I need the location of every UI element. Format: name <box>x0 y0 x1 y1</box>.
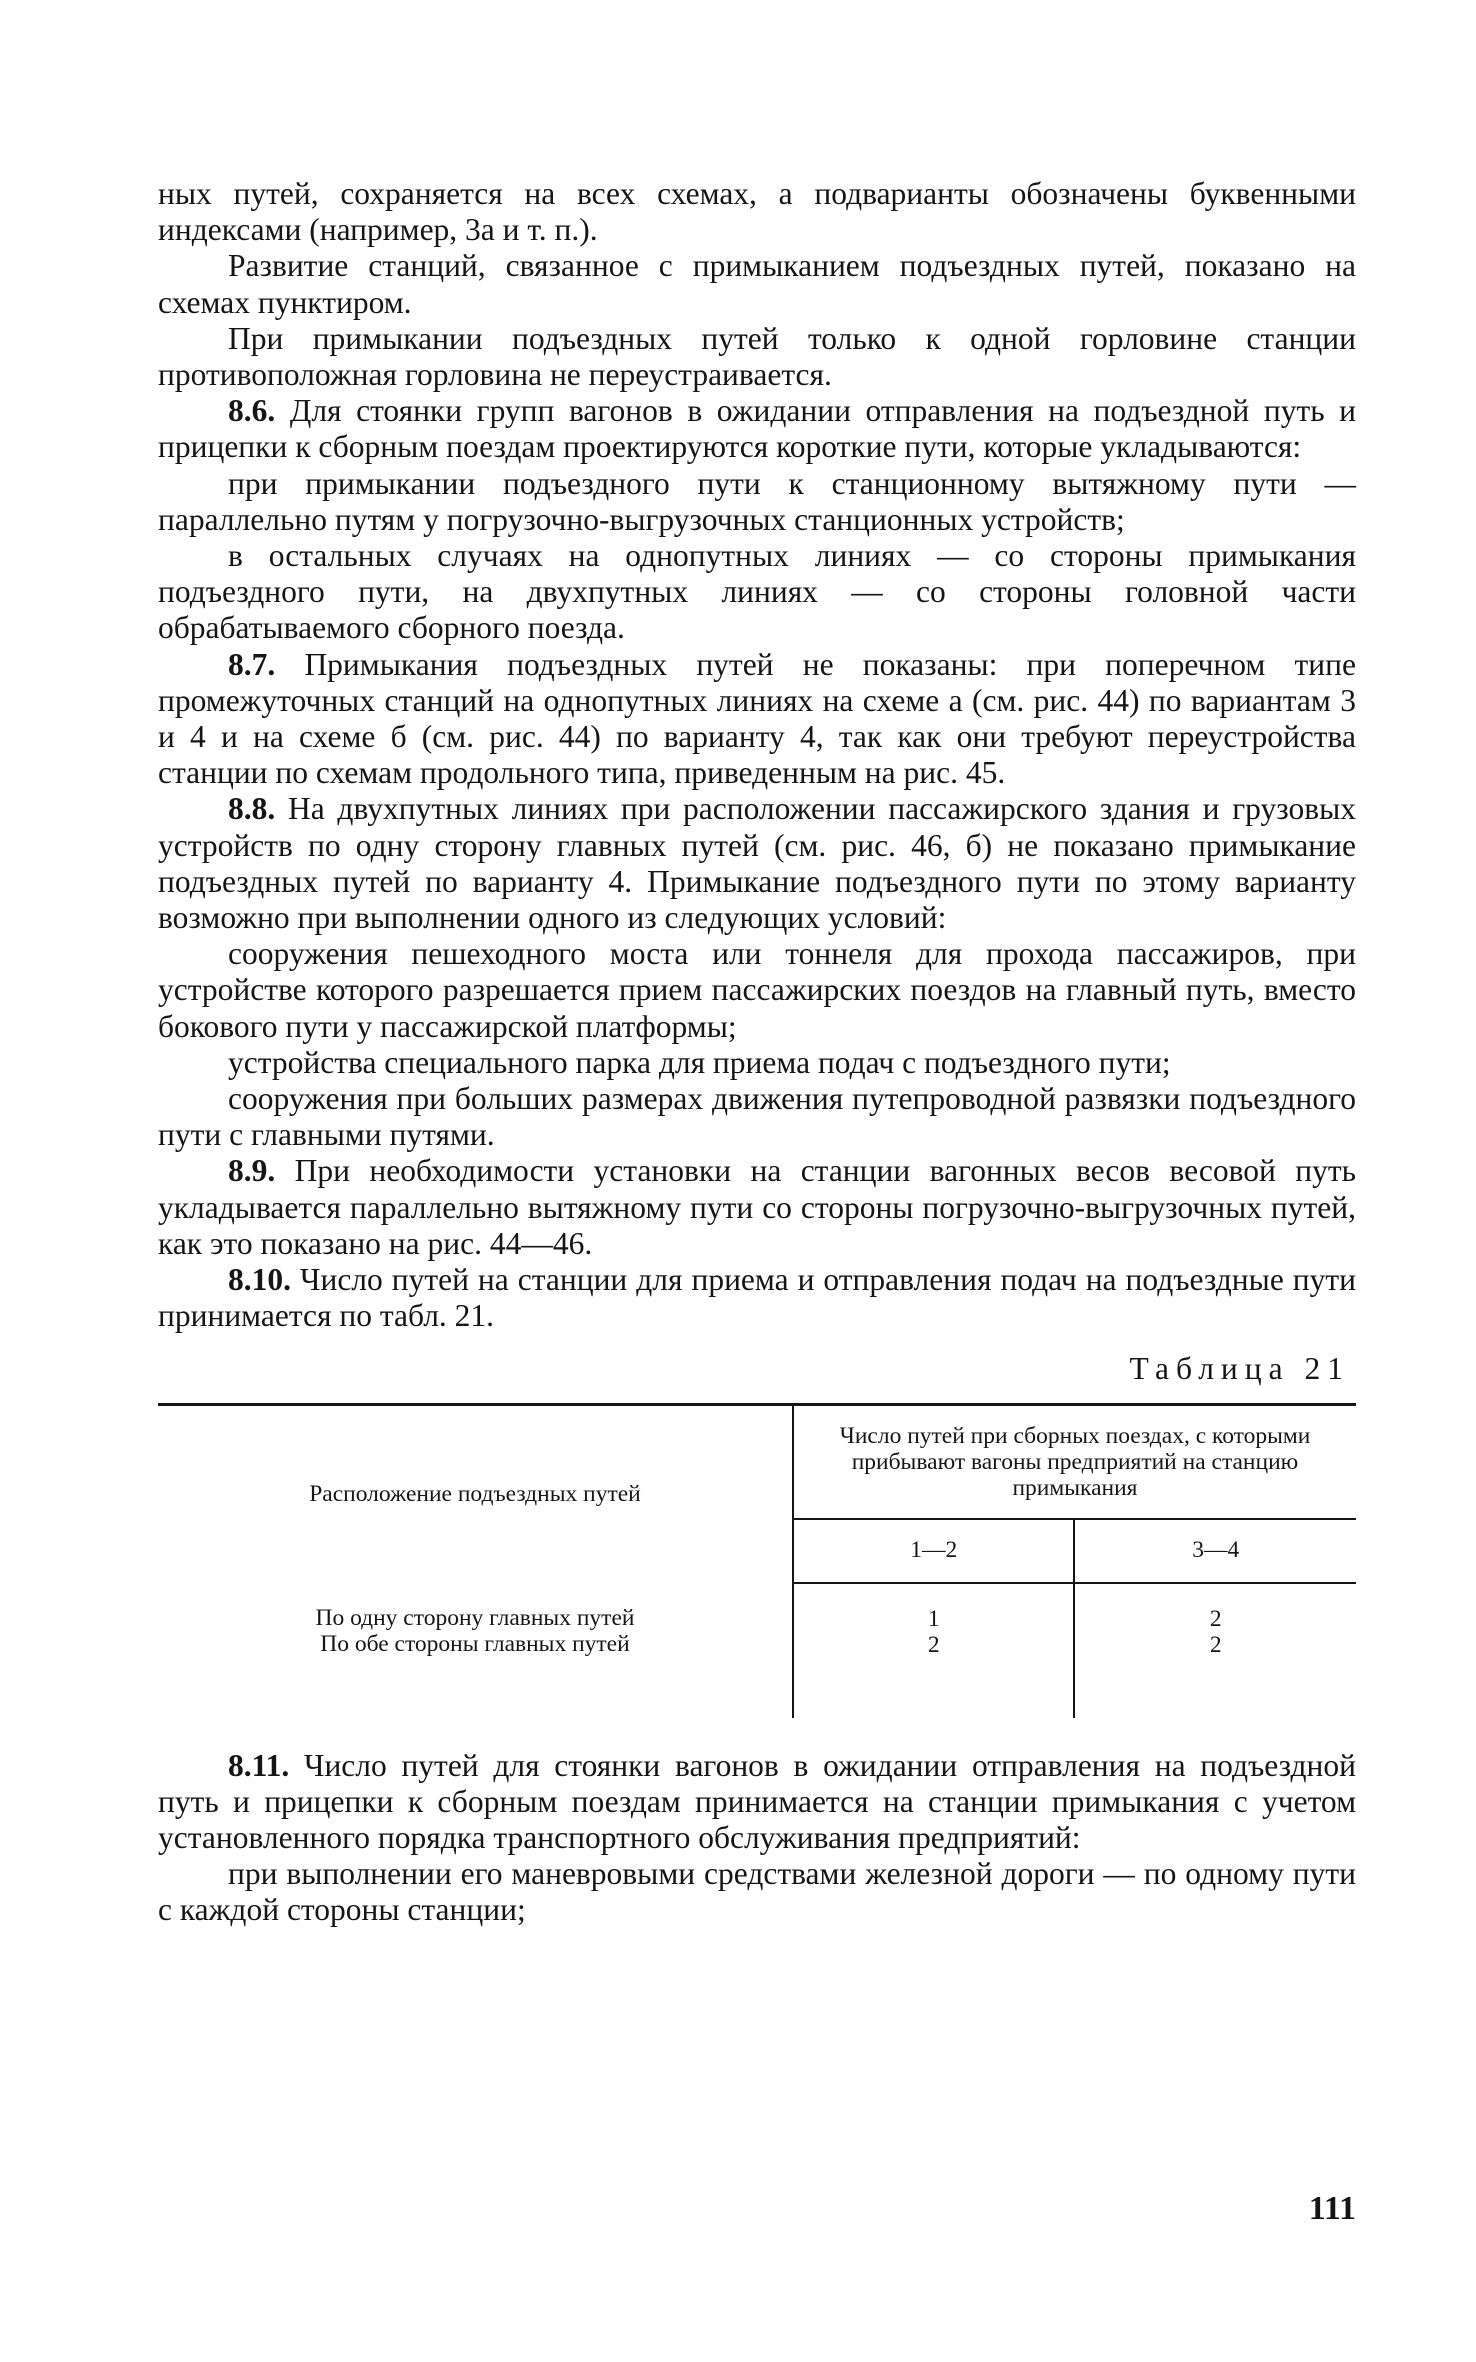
paragraph-text: Число путей для стоянки вагонов в ожидании отправления на подъездной путь и прицепки к сборным поездам принимается на станции примыкания с учетом установленного порядка транспортного обслуживания предприятий: <box>158 1747 1356 1855</box>
paragraph-text: На двухпутных линиях при расположении пассажирского здания и грузовых устройств по одну сторону главных путей (см. рис. 46, б) не показано примыкание подъездных путей по варианту 4. Примыкание подъездного пути по этому варианту возможно при выполнении одного из следующих условий: <box>158 791 1356 936</box>
clause-number: 8.11. <box>228 1747 290 1783</box>
paragraph-8-10 <box>158 1262 1356 1334</box>
table-cell-labels <box>158 1583 793 1718</box>
paragraph: При примыкании подъездных путей только к одной горловине станции противоположная горловина не переустраивается. <box>158 320 1356 393</box>
table-cell-col2 <box>1074 1583 1356 1718</box>
paragraph-text: Число путей на станции для приема и отправления подач на подъездные пути принимается по табл. 21. <box>158 1262 1357 1334</box>
subheader-3-4: 3—4 <box>1074 1519 1356 1583</box>
header-location: Расположение подъездных путей <box>158 1404 793 1583</box>
row-label: По обе стороны главных путей <box>320 1630 630 1657</box>
cell-value: 2 <box>1209 1605 1222 1632</box>
paragraph: при примыкании подъездного пути к станционному вытяжному пути — параллельно путям у погрузочно-выгрузочных станционных устройств; <box>158 465 1356 537</box>
paragraphs-bottom <box>158 1748 1356 1929</box>
cell-value: 2 <box>927 1631 940 1658</box>
paragraph: устройства специального парка для приема подач с подъездного пути; <box>228 1044 1171 1080</box>
paragraph-8-7 <box>158 647 1356 792</box>
paragraph: Развитие станций, связанное с примыканием подъездных путей, показано на схемах пунктиром. <box>158 248 1356 320</box>
paragraph-8-8 <box>158 791 1356 936</box>
clause-number: 8.10. <box>228 1262 291 1298</box>
paragraph: в остальных случаях на однопутных линиях — со стороны примыкания подъездного пути, на двухпутных линиях — со стороны головной части обрабатываемого сборного поезда. <box>158 538 1356 646</box>
paragraph-text: При необходимости установки на станции вагонных весов весовой путь укладывается параллельно вытяжному пути со стороны погрузочно-выгрузочных путей, как это показано на рис. 44—46. <box>158 1153 1357 1261</box>
paragraph-text: Для стоянки групп вагонов в ожидании отправления на подъездной путь и прицепки к сборным поездам проектируются короткие пути, которые укладываются: <box>158 393 1357 465</box>
table-21 <box>158 1403 1356 1718</box>
paragraph: при выполнении его маневровыми средствами железной дороги — по одному пути с каждой стороны станции; <box>158 1856 1356 1928</box>
table-row <box>158 1583 1356 1718</box>
paragraph: ных путей, сохраняется на всех схемах, а подварианты обозначены буквенными индексами (например, 3а и т. п.). <box>158 176 1356 248</box>
paragraph-text: Примыкания подъездных путей не показаны: при поперечном типе промежуточных станций на однопутных линиях на схеме а (см. рис. 44) по вариантам 3 и 4 и на схеме б (см. рис. 44) по варианту 4, так как они требуют переустройства станции по схемам продольного типа, приведенным на рис. 45. <box>158 646 1356 791</box>
cell-value: 2 <box>1209 1631 1222 1658</box>
table-header-row <box>158 1404 1356 1519</box>
paragraph-8-6 <box>158 393 1356 465</box>
clause-number: 8.9. <box>228 1153 276 1189</box>
clause-number: 8.8. <box>228 791 276 827</box>
clause-number: 8.6. <box>228 393 276 429</box>
paragraph: сооружения пешеходного моста или тоннеля для прохода пассажиров, при устройстве которого разрешается прием пассажирских поездов на главный путь, вместо бокового пути у пассажирской платформы; <box>158 936 1356 1044</box>
clause-number: 8.7. <box>228 646 276 682</box>
page-number: 111 <box>1308 2190 1356 2227</box>
table-cell-col1 <box>793 1583 1075 1718</box>
paragraph-8-9 <box>158 1153 1356 1262</box>
table-caption: Таблица 21 <box>1129 1350 1350 1386</box>
header-track-count-group: Число путей при сборных поездах, с которыми прибывают вагоны предприятий на станцию примыкания <box>793 1404 1356 1519</box>
paragraphs-top <box>158 176 1356 1335</box>
paragraph: сооружения при больших размерах движения путепроводной развязки подъездного пути с главными путями. <box>158 1081 1356 1153</box>
page-content <box>158 176 1356 1929</box>
paragraph-8-11 <box>158 1748 1356 1857</box>
subheader-1-2: 1—2 <box>793 1519 1075 1583</box>
cell-value: 1 <box>927 1605 940 1632</box>
row-label: По одну сторону главных путей <box>315 1604 635 1631</box>
spacer <box>158 1718 1356 1748</box>
